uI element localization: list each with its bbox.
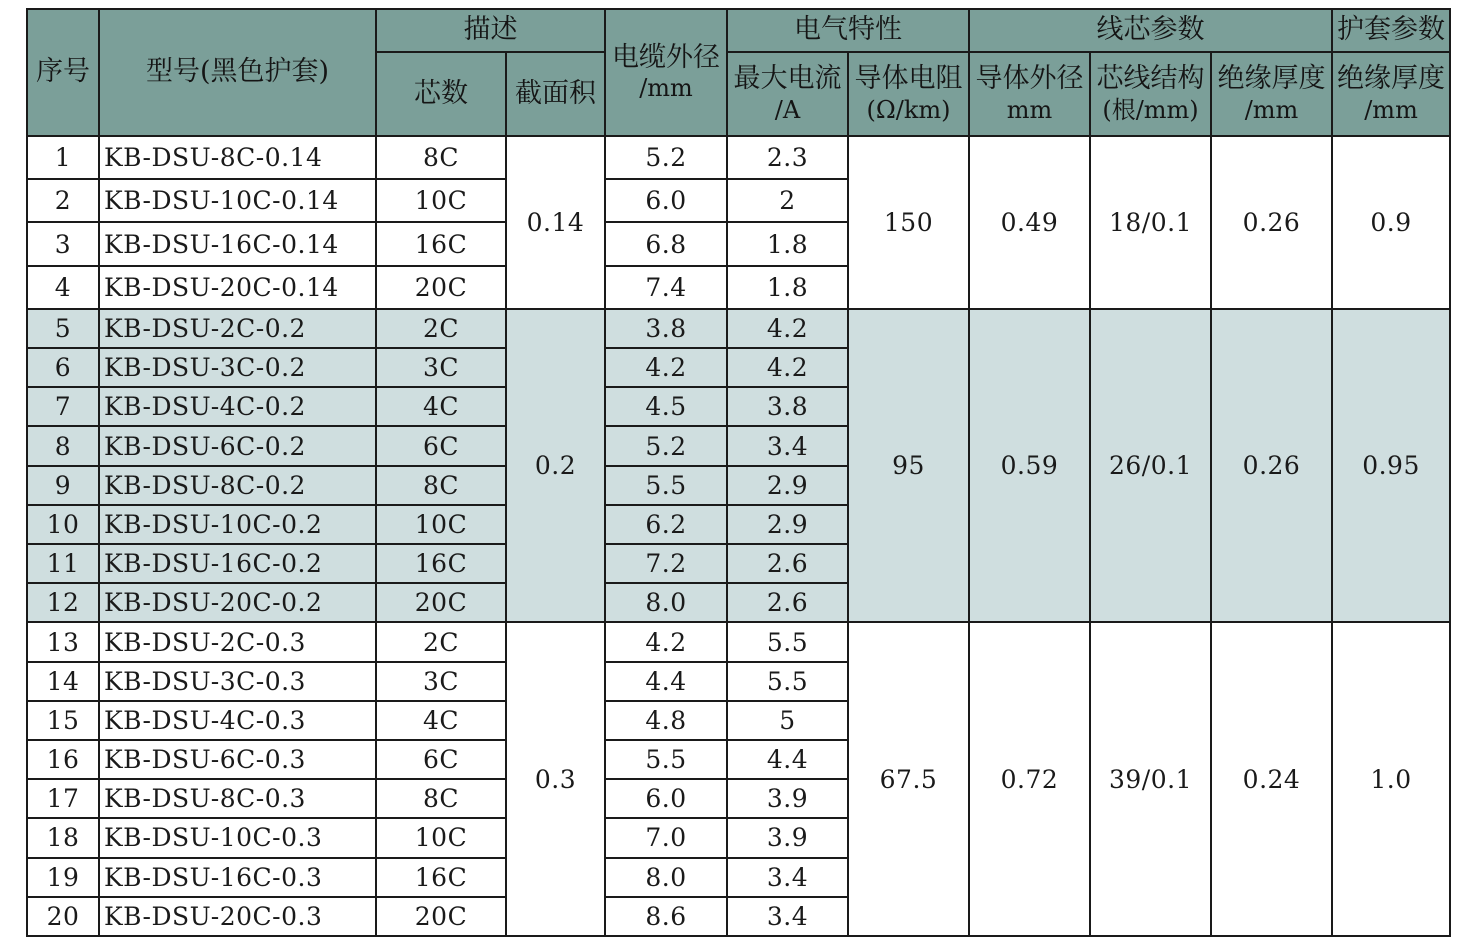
outer-diameter-cell: 4.2 — [605, 348, 727, 387]
cores-cell: 8C — [376, 466, 506, 505]
cores-cell: 4C — [376, 701, 506, 740]
model-cell: KB-DSU-3C-0.2 — [99, 348, 376, 387]
outer-diameter-cell: 4.2 — [605, 622, 727, 661]
seq-cell: 6 — [27, 348, 99, 387]
cores-cell: 4C — [376, 387, 506, 426]
model-cell: KB-DSU-10C-0.3 — [99, 818, 376, 857]
cores-cell: 20C — [376, 583, 506, 622]
cores-cell: 16C — [376, 222, 506, 265]
table-row — [27, 622, 1450, 661]
model-cell: KB-DSU-20C-0.3 — [99, 897, 376, 936]
max-current-cell: 3.8 — [727, 387, 848, 426]
seq-cell: 17 — [27, 779, 99, 818]
model-cell: KB-DSU-4C-0.3 — [99, 701, 376, 740]
header-insulation-unit: /mm — [1244, 95, 1299, 124]
cores-cell: 3C — [376, 348, 506, 387]
seq-cell: 4 — [27, 266, 99, 309]
model-cell: KB-DSU-8C-0.2 — [99, 466, 376, 505]
model-cell: KB-DSU-16C-0.3 — [99, 858, 376, 897]
header-strand-unit: (根/mm) — [1102, 95, 1199, 124]
max-current-cell: 4.2 — [727, 348, 848, 387]
model-cell: KB-DSU-6C-0.3 — [99, 740, 376, 779]
cores-cell: 6C — [376, 740, 506, 779]
outer-diameter-cell: 5.5 — [605, 740, 727, 779]
seq-cell: 16 — [27, 740, 99, 779]
insulation-cell: 0.26 — [1211, 309, 1332, 623]
model-cell: KB-DSU-10C-0.14 — [99, 179, 376, 222]
cores-cell: 20C — [376, 266, 506, 309]
header-seq: 序号 — [27, 9, 99, 136]
max-current-cell: 2 — [727, 179, 848, 222]
max-current-cell: 3.4 — [727, 858, 848, 897]
cores-cell: 16C — [376, 858, 506, 897]
model-cell: KB-DSU-6C-0.2 — [99, 426, 376, 465]
cores-cell: 6C — [376, 426, 506, 465]
outer-diameter-cell: 8.0 — [605, 583, 727, 622]
outer-diameter-cell: 5.5 — [605, 466, 727, 505]
seq-cell: 5 — [27, 309, 99, 348]
header-jacket-thickness-unit: /mm — [1364, 95, 1418, 124]
insulation-cell: 0.26 — [1211, 136, 1332, 309]
max-current-cell: 5.5 — [727, 662, 848, 701]
seq-cell: 8 — [27, 426, 99, 465]
header-conductor-params: 线芯参数 — [969, 9, 1332, 52]
header-max-current-unit: /A — [774, 95, 801, 124]
cores-cell: 2C — [376, 309, 506, 348]
group-0.14 — [27, 136, 1450, 309]
model-cell: KB-DSU-10C-0.2 — [99, 505, 376, 544]
insulation-cell: 0.24 — [1211, 622, 1332, 936]
model-cell: KB-DSU-2C-0.3 — [99, 622, 376, 661]
group-0.3 — [27, 622, 1450, 936]
model-cell: KB-DSU-16C-0.14 — [99, 222, 376, 265]
header-resistance-unit: (Ω/km) — [866, 95, 951, 124]
table-row — [27, 309, 1450, 348]
table-row — [27, 136, 1450, 179]
header-conductor-od-label: 导体外径 — [975, 63, 1084, 95]
max-current-cell: 4.2 — [727, 309, 848, 348]
max-current-cell: 5.5 — [727, 622, 848, 661]
header-jacket-thickness-label: 绝缘厚度 — [1337, 63, 1446, 95]
cross-section-cell: 0.2 — [506, 309, 605, 623]
cores-cell: 8C — [376, 779, 506, 818]
seq-cell: 2 — [27, 179, 99, 222]
seq-cell: 3 — [27, 222, 99, 265]
header-electrical: 电气特性 — [727, 9, 969, 52]
max-current-cell: 2.3 — [727, 136, 848, 179]
model-cell: KB-DSU-3C-0.3 — [99, 662, 376, 701]
outer-diameter-cell: 6.0 — [605, 179, 727, 222]
outer-diameter-cell: 3.8 — [605, 309, 727, 348]
cores-cell: 10C — [376, 505, 506, 544]
seq-cell: 7 — [27, 387, 99, 426]
model-cell: KB-DSU-20C-0.2 — [99, 583, 376, 622]
model-cell: KB-DSU-8C-0.3 — [99, 779, 376, 818]
header-insulation-label: 绝缘厚度 — [1217, 63, 1326, 95]
cores-cell: 8C — [376, 136, 506, 179]
cross-section-cell: 0.3 — [506, 622, 605, 936]
seq-cell: 13 — [27, 622, 99, 661]
header-resistance-label: 导体电阻 — [854, 63, 963, 95]
outer-diameter-cell: 7.4 — [605, 266, 727, 309]
model-cell: KB-DSU-2C-0.2 — [99, 309, 376, 348]
outer-diameter-cell: 4.4 — [605, 662, 727, 701]
header-jacket-params: 护套参数 — [1332, 9, 1450, 52]
outer-diameter-cell: 5.2 — [605, 136, 727, 179]
strand-cell: 18/0.1 — [1090, 136, 1211, 309]
seq-cell: 12 — [27, 583, 99, 622]
resistance-cell: 67.5 — [848, 622, 969, 936]
seq-cell: 19 — [27, 858, 99, 897]
header-outer-diameter-unit: /mm — [639, 74, 693, 103]
max-current-cell: 2.9 — [727, 466, 848, 505]
max-current-cell: 3.9 — [727, 779, 848, 818]
conductor-od-cell: 0.72 — [969, 622, 1090, 936]
max-current-cell: 1.8 — [727, 266, 848, 309]
jacket-thickness-cell: 0.95 — [1332, 309, 1450, 623]
header-jacket-thickness — [1332, 52, 1450, 136]
conductor-od-cell: 0.59 — [969, 309, 1090, 623]
seq-cell: 18 — [27, 818, 99, 857]
jacket-thickness-cell: 0.9 — [1332, 136, 1450, 309]
model-cell: KB-DSU-20C-0.14 — [99, 266, 376, 309]
model-cell: KB-DSU-4C-0.2 — [99, 387, 376, 426]
header-desc: 描述 — [376, 9, 605, 52]
model-cell: KB-DSU-16C-0.2 — [99, 544, 376, 583]
cross-section-cell: 0.14 — [506, 136, 605, 309]
max-current-cell: 3.9 — [727, 818, 848, 857]
jacket-thickness-cell: 1.0 — [1332, 622, 1450, 936]
outer-diameter-cell: 4.8 — [605, 701, 727, 740]
outer-diameter-cell: 6.8 — [605, 222, 727, 265]
resistance-cell: 95 — [848, 309, 969, 623]
outer-diameter-cell: 8.0 — [605, 858, 727, 897]
max-current-cell: 1.8 — [727, 222, 848, 265]
outer-diameter-cell: 6.2 — [605, 505, 727, 544]
seq-cell: 9 — [27, 466, 99, 505]
outer-diameter-cell: 7.0 — [605, 818, 727, 857]
seq-cell: 15 — [27, 701, 99, 740]
outer-diameter-cell: 7.2 — [605, 544, 727, 583]
header-max-current — [727, 52, 848, 136]
header-outer-diameter-label: 电缆外径 — [612, 41, 720, 73]
cores-cell: 2C — [376, 622, 506, 661]
cores-cell: 16C — [376, 544, 506, 583]
header-insulation — [1211, 52, 1332, 136]
header-max-current-label: 最大电流 — [733, 63, 842, 95]
cores-cell: 20C — [376, 897, 506, 936]
max-current-cell: 2.6 — [727, 583, 848, 622]
header-strand — [1090, 52, 1211, 136]
outer-diameter-cell: 4.5 — [605, 387, 727, 426]
seq-cell: 11 — [27, 544, 99, 583]
header-cross-section: 截面积 — [506, 52, 605, 136]
max-current-cell: 3.4 — [727, 426, 848, 465]
resistance-cell: 150 — [848, 136, 969, 309]
cores-cell: 3C — [376, 662, 506, 701]
header-resistance — [848, 52, 969, 136]
header-conductor-od-unit: mm — [1006, 95, 1053, 124]
header-strand-label: 芯线结构 — [1096, 63, 1205, 95]
conductor-od-cell: 0.49 — [969, 136, 1090, 309]
table-header — [27, 9, 1450, 136]
strand-cell: 26/0.1 — [1090, 309, 1211, 623]
max-current-cell: 3.4 — [727, 897, 848, 936]
header-outer-diameter — [605, 9, 727, 136]
header-cores: 芯数 — [376, 52, 506, 136]
cores-cell: 10C — [376, 179, 506, 222]
cores-cell: 10C — [376, 818, 506, 857]
max-current-cell: 2.6 — [727, 544, 848, 583]
header-model: 型号(黑色护套) — [99, 9, 376, 136]
outer-diameter-cell: 5.2 — [605, 426, 727, 465]
cable-spec-table — [26, 8, 1451, 937]
seq-cell: 1 — [27, 136, 99, 179]
seq-cell: 10 — [27, 505, 99, 544]
model-cell: KB-DSU-8C-0.14 — [99, 136, 376, 179]
seq-cell: 14 — [27, 662, 99, 701]
max-current-cell: 5 — [727, 701, 848, 740]
group-0.2 — [27, 309, 1450, 623]
header-conductor-od — [969, 52, 1090, 136]
outer-diameter-cell: 8.6 — [605, 897, 727, 936]
max-current-cell: 4.4 — [727, 740, 848, 779]
max-current-cell: 2.9 — [727, 505, 848, 544]
outer-diameter-cell: 6.0 — [605, 779, 727, 818]
seq-cell: 20 — [27, 897, 99, 936]
strand-cell: 39/0.1 — [1090, 622, 1211, 936]
